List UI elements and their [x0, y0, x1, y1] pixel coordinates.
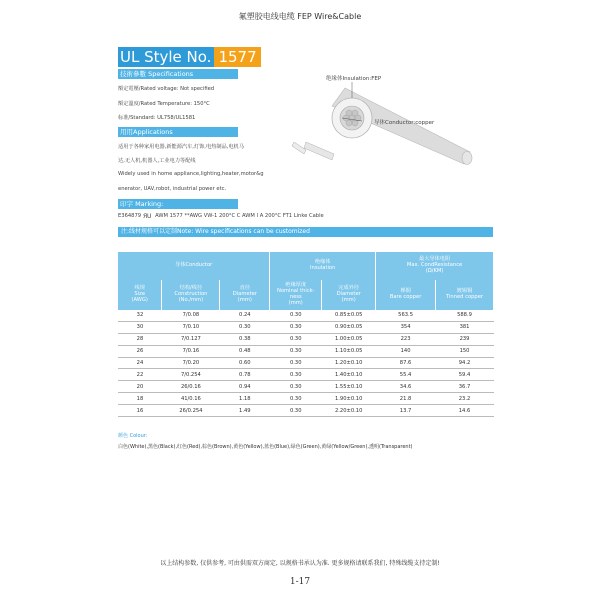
table-cell: 30: [118, 321, 162, 333]
table-cell: 22: [118, 369, 162, 381]
footer-note: 以上结构参数, 仅供参考, 可由供需双方商定, 以规格书承认为准. 更多规格请联系我们, 特殊线缆支持定制!: [160, 560, 440, 567]
style-banner: [118, 47, 261, 67]
table-row: [118, 310, 494, 321]
table-cell: 36.7: [436, 381, 494, 393]
table-cell: 0.30: [220, 321, 270, 333]
application-line: Widely used in home appliance,lighting,heater,motor&g: [118, 171, 264, 177]
application-line: 达,无人机,机器人,工业电力等配线: [118, 158, 196, 164]
table-cell: 94.2: [436, 357, 494, 369]
col-size: 线规 Size (AWG): [118, 280, 162, 310]
spec-line: 額定電壓/Rated voltage: Not specified: [118, 86, 215, 92]
table-row: [118, 345, 494, 357]
page-title: 氟塑胶电线电缆 FEP Wire&Cable: [238, 12, 362, 21]
table-cell: 26/0.16: [162, 381, 220, 393]
table-cell: 0.30: [270, 357, 322, 369]
table-cell: 1.40±0.10: [322, 369, 376, 381]
col-bare-copper: 裸铜 Bare copper: [376, 280, 436, 310]
table-cell: 14.6: [436, 405, 494, 417]
table-cell: 7/0.10: [162, 321, 220, 333]
spec-line: 标准/Standard: UL758/UL1581: [118, 115, 196, 121]
table-cell: 20: [118, 381, 162, 393]
col-construction: 结构/线径 Construction (No./mm): [162, 280, 220, 310]
table-cell: 1.55±0.10: [322, 381, 376, 393]
col-thickness: 绝缘厚度 Nominal thick- ness (mm): [270, 280, 322, 310]
table-cell: 26: [118, 345, 162, 357]
table-cell: 41/0.16: [162, 393, 220, 405]
table-cell: 1.90±0.10: [322, 393, 376, 405]
spec-line: 額定溫度/Rated Temperature: 150°C: [118, 101, 210, 107]
wire-end: [462, 152, 472, 165]
style-label: UL Style No.: [118, 47, 214, 67]
table-cell: 563.5: [376, 310, 436, 321]
ul-recognized-icon: [143, 212, 153, 219]
table-cell: 381: [436, 321, 494, 333]
table-cell: 18: [118, 393, 162, 405]
marking-string: AWM 1577 **AWG VW-1 200°C C AWM I A 200°C FT1 Linke Cable: [155, 212, 324, 219]
table-cell: 0.78: [220, 369, 270, 381]
table-cell: 1.00±0.05: [322, 333, 376, 345]
conductor-group-header: 导体Conductor: [118, 252, 270, 280]
table-cell: 0.94: [220, 381, 270, 393]
table-row: [118, 369, 494, 381]
table-cell: 0.30: [270, 369, 322, 381]
table-cell: 26/0.254: [162, 405, 220, 417]
colour-heading: 颜色 Colour:: [118, 433, 148, 439]
table-cell: 354: [376, 321, 436, 333]
col-conductor-diameter: 直径 Diameter (mm): [220, 280, 270, 310]
table-cell: 239: [436, 333, 494, 345]
table-cell: 16: [118, 405, 162, 417]
svg-text:U: U: [147, 213, 152, 219]
table-cell: 0.30: [270, 345, 322, 357]
specification-table: [118, 252, 494, 417]
marking-file-number: E364879: [118, 212, 142, 219]
table-cell: 87.6: [376, 357, 436, 369]
marking-text: [118, 212, 324, 219]
column-headers: [118, 280, 494, 310]
table-cell: 0.30: [270, 393, 322, 405]
table-row: [118, 393, 494, 405]
table-cell: 1.10±0.05: [322, 345, 376, 357]
specifications-heading: 技術參數 Specifications: [118, 69, 238, 79]
table-cell: 34.6: [376, 381, 436, 393]
table-cell: 7/0.08: [162, 310, 220, 321]
table-cell: 1.49: [220, 405, 270, 417]
table-cell: 0.60: [220, 357, 270, 369]
insulation-label: 绝缘体Insulation:FEP: [326, 76, 382, 82]
marking-heading: 印字 Marking:: [118, 199, 238, 209]
table-cell: 0.90±0.05: [322, 321, 376, 333]
table-cell: 24: [118, 357, 162, 369]
table-cell: 55.4: [376, 369, 436, 381]
style-number: 1577: [214, 47, 260, 67]
table-cell: 23.2: [436, 393, 494, 405]
table-cell: 0.24: [220, 310, 270, 321]
table-cell: 1.18: [220, 393, 270, 405]
table-cell: 1.20±0.10: [322, 357, 376, 369]
table-cell: 7/0.254: [162, 369, 220, 381]
resistance-group-header: 最大导体电阻 Max. CondResistance (Ω/KM): [376, 252, 494, 280]
table-cell: 7/0.16: [162, 345, 220, 357]
table-cell: 2.20±0.10: [322, 405, 376, 417]
table-cell: 21.8: [376, 393, 436, 405]
table-cell: 7/0.127: [162, 333, 220, 345]
table-cell: 0.38: [220, 333, 270, 345]
table-cell: 588.9: [436, 310, 494, 321]
table-row: [118, 357, 494, 369]
table-row: [118, 405, 494, 417]
wire-illustration: [270, 60, 495, 170]
customization-notice: 注:线材规格可以定制Note: Wire specifications can be customized: [118, 227, 493, 237]
table-cell: 0.30: [270, 381, 322, 393]
conductor-label: 导体Conductor:copper: [374, 120, 435, 126]
table-cell: 0.30: [270, 405, 322, 417]
table-cell: 0.30: [270, 333, 322, 345]
table-cell: 13.7: [376, 405, 436, 417]
table-row: [118, 381, 494, 393]
table-cell: 0.48: [220, 345, 270, 357]
table-cell: 150: [436, 345, 494, 357]
table-cell: 32: [118, 310, 162, 321]
application-line: 适用于各种家用电器,新能源汽车,灯饰,电热制品,电机马: [118, 144, 244, 150]
application-line: enerator, UAV,robot, industrial power etc.: [118, 186, 227, 192]
col-tinned-copper: 镀锡铜 Tinned copper: [436, 280, 494, 310]
table-cell: 7/0.20: [162, 357, 220, 369]
table-row: [118, 333, 494, 345]
table-cell: 59.4: [436, 369, 494, 381]
table-cell: 0.85±0.05: [322, 310, 376, 321]
table-cell: 140: [376, 345, 436, 357]
table-cell: 0.30: [270, 321, 322, 333]
table-cell: 0.30: [270, 310, 322, 321]
applications-heading: 用用Applications: [118, 127, 238, 137]
col-overall-diameter: 完成外径 Diameter (mm): [322, 280, 376, 310]
table-cell: 28: [118, 333, 162, 345]
table-row: [118, 321, 494, 333]
insulation-group-header: 绝缘体 Insulation: [270, 252, 376, 280]
table-cell: 223: [376, 333, 436, 345]
page-number: 1-17: [289, 577, 311, 587]
svg-text:Я: Я: [143, 213, 148, 219]
colour-list: 白色(White),黑色(Black),红色(Red),棕色(Brown),黄色(Yellow),蓝色(Blue),绿色(Green),黄绿(Yellow/Green),透明(Transparent): [118, 444, 413, 450]
